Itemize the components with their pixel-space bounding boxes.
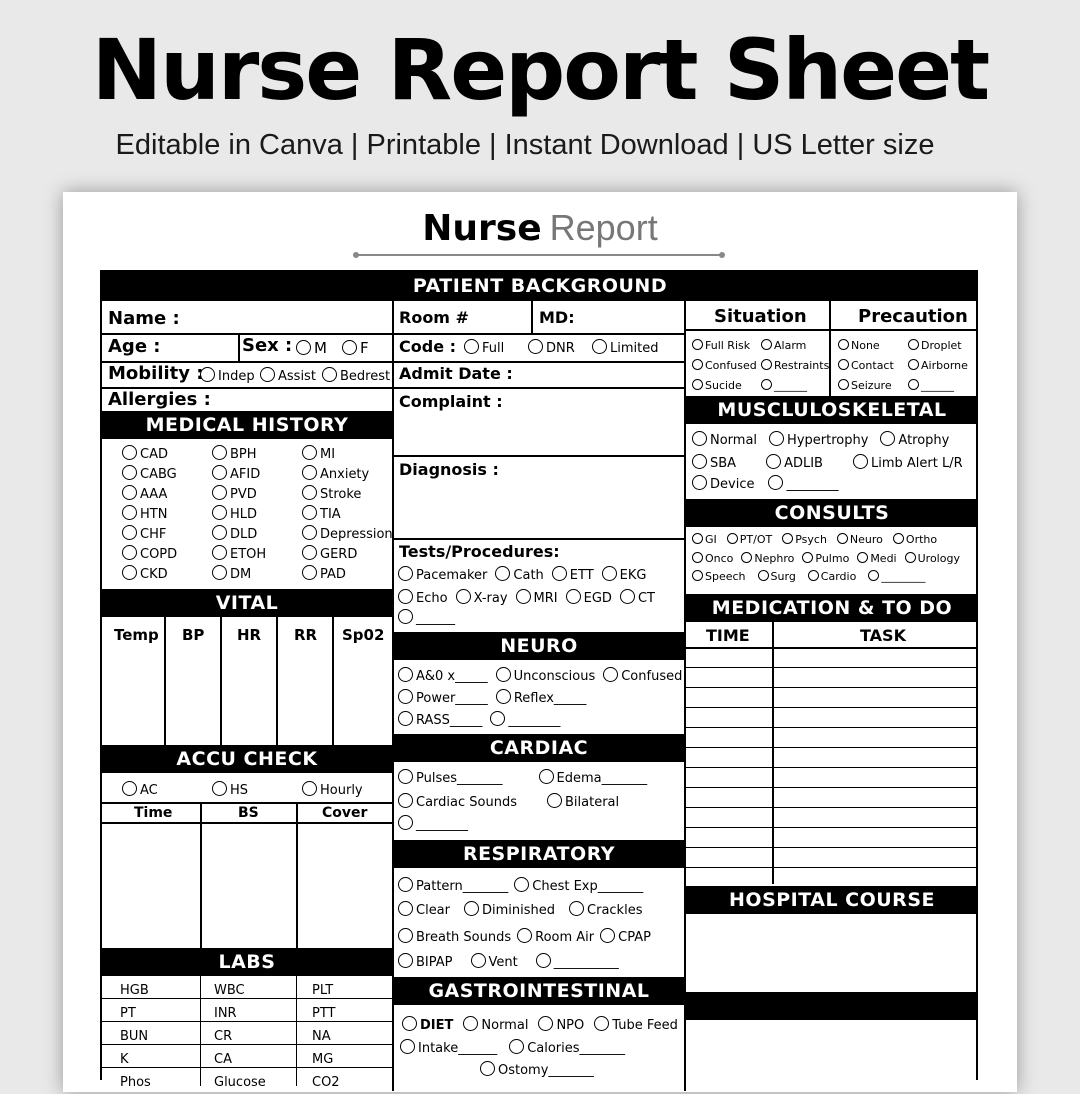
tests-row3[interactable]: ______ <box>398 609 455 626</box>
room-label: Room # <box>399 308 469 327</box>
medication-task-column: TASK <box>860 626 906 645</box>
precaution-col2[interactable]: Droplet Airborne ______ <box>908 336 968 396</box>
vital-hr-column: HR <box>237 626 262 644</box>
accu-hourly-option[interactable]: Hourly <box>302 781 363 798</box>
name-label: Name : <box>108 308 180 329</box>
allergies-label: Allergies : <box>108 389 211 410</box>
tests-row1[interactable]: Pacemaker Cath ETT EKG <box>398 566 646 583</box>
consults-row1[interactable]: GI PT/OT Psych Neuro Ortho <box>692 533 937 546</box>
mobility-bedrest-option[interactable]: Bedrest <box>322 367 390 384</box>
cardiac-row3[interactable]: ________ <box>398 815 468 832</box>
consults-row2[interactable]: Onco Nephro Pulmo Medi Urology <box>692 552 960 565</box>
accu-ac-option[interactable]: AC <box>122 781 158 798</box>
labs-col2: WBC INR CR CA Glucose <box>214 983 266 1090</box>
labs-header: LABS <box>102 948 392 976</box>
vital-spo2-column: Sp02 <box>342 626 385 644</box>
gi-row3[interactable]: Ostomy_______ <box>480 1061 594 1078</box>
musculoskeletal-row2[interactable]: SBA ADLIB Limb Alert L/R <box>692 454 963 471</box>
respiratory-header: RESPIRATORY <box>394 840 684 868</box>
vital-temp-column: Temp <box>114 626 159 644</box>
gastrointestinal-header: GASTROINTESTINAL <box>394 977 684 1005</box>
accu-check-header: ACCU CHECK <box>102 745 392 773</box>
vital-header: VITAL <box>102 589 392 617</box>
sex-f-option[interactable]: F <box>342 339 369 357</box>
consults-header: CONSULTS <box>686 499 978 527</box>
sheet-title: Nurse Report <box>422 207 658 249</box>
admit-date-label: Admit Date : <box>399 364 513 383</box>
respiratory-row3[interactable]: Breath Sounds Room Air CPAP <box>398 928 651 945</box>
sex-label: Sex : <box>242 335 293 356</box>
complaint-label: Complaint : <box>399 392 503 411</box>
code-limited-option[interactable]: Limited <box>592 339 658 356</box>
neuro-row3[interactable]: RASS_____ ________ <box>398 711 560 728</box>
respiratory-row1[interactable]: Pattern_______ Chest Exp_______ <box>398 877 643 894</box>
medical-history-header: MEDICAL HISTORY <box>102 411 392 439</box>
gi-row1[interactable]: DIET Normal NPO Tube Feed <box>402 1016 678 1033</box>
neuro-header: NEURO <box>394 632 684 660</box>
title-divider <box>356 254 722 256</box>
vital-bp-column: BP <box>182 626 205 644</box>
md-label: MD: <box>539 308 575 327</box>
vital-rr-column: RR <box>294 626 318 644</box>
cardiac-header: CARDIAC <box>394 734 684 762</box>
musculoskeletal-row3[interactable]: Device ________ <box>692 475 838 492</box>
patient-background-header: PATIENT BACKGROUND <box>102 272 978 301</box>
diagnosis-label: Diagnosis : <box>399 460 499 479</box>
medication-time-column: TIME <box>706 626 750 645</box>
accu-cover-column: Cover <box>322 805 368 821</box>
accu-bs-column: BS <box>238 805 259 821</box>
musculoskeletal-header: MUSCLULOSKELETAL <box>686 396 978 424</box>
tests-label: Tests/Procedures: <box>399 542 560 561</box>
tests-row2[interactable]: Echo X-ray MRI EGD CT <box>398 589 655 606</box>
medical-history-col2[interactable]: BPH AFID PVD HLD DLD ETOH DM <box>212 445 266 585</box>
age-label: Age : <box>108 336 161 357</box>
accu-time-column: Time <box>134 805 173 821</box>
mobility-indep-option[interactable]: Indep <box>200 367 255 384</box>
consults-row3[interactable]: Speech Surg Cardio ________ <box>692 570 925 583</box>
respiratory-row4[interactable]: BIPAP Vent __________ <box>398 953 619 970</box>
hero-title: Nurse Report Sheet <box>91 21 989 119</box>
precaution-header: Precaution <box>858 306 968 327</box>
code-full-option[interactable]: Full <box>464 339 504 356</box>
labs-col3: PLT PTT NA MG CO2 <box>312 983 340 1090</box>
accu-hs-option[interactable]: HS <box>212 781 248 798</box>
cardiac-row1[interactable]: Pulses_______ Edema_______ <box>398 769 647 786</box>
situation-col2[interactable]: Alarm Restraints ______ <box>761 336 829 396</box>
code-dnr-option[interactable]: DNR <box>528 339 575 356</box>
neuro-row1[interactable]: A&0 x_____ Unconscious Confused <box>398 667 682 684</box>
situation-header: Situation <box>714 306 807 327</box>
sex-m-option[interactable]: M <box>296 339 327 357</box>
code-label: Code : <box>399 337 457 356</box>
medication-header: MEDICATION & TO DO <box>686 594 978 622</box>
medical-history-col1[interactable]: CAD CABG AAA HTN CHF COPD CKD <box>122 445 177 585</box>
precaution-col1[interactable]: None Contact Seizure <box>838 336 894 396</box>
gi-row2[interactable]: Intake______ Calories_______ <box>400 1039 625 1056</box>
neuro-row2[interactable]: Power_____ Reflex_____ <box>398 689 586 706</box>
mobility-assist-option[interactable]: Assist <box>260 367 316 384</box>
hospital-course-header: HOSPITAL COURSE <box>686 886 978 914</box>
medical-history-col3[interactable]: MI Anxiety Stroke TIA Depression GERD PAD <box>302 445 393 585</box>
respiratory-row2[interactable]: Clear Diminished Crackles <box>398 901 642 918</box>
cardiac-row2[interactable]: Cardiac Sounds Bilateral <box>398 793 619 810</box>
musculoskeletal-row1[interactable]: Normal Hypertrophy Atrophy <box>692 431 949 448</box>
report-form <box>100 270 978 1090</box>
hero-subtitle: Editable in Canva | Printable | Instant Download | US Letter size <box>115 129 935 161</box>
situation-col1[interactable]: Full Risk Confused Sucide <box>692 336 757 396</box>
labs-col1: HGB PT BUN K Phos <box>120 983 151 1090</box>
mobility-label: Mobility : <box>108 363 204 384</box>
